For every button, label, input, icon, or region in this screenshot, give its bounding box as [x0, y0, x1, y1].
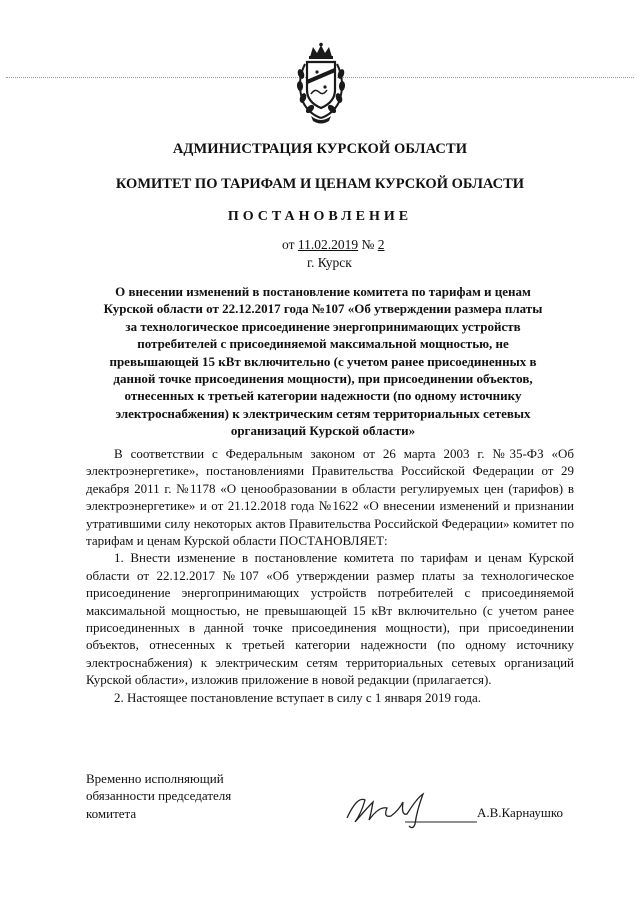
document-number: 2: [377, 237, 385, 252]
document-date: 11.02.2019: [297, 237, 359, 252]
subject-line: организаций Курской области»: [230, 423, 416, 439]
document-date-line: [282, 237, 385, 253]
handwritten-signature-icon: [343, 788, 483, 830]
signatory-title: [86, 770, 231, 822]
signatory-title-line: обязанности председателя: [86, 788, 232, 804]
coat-of-arms-icon: [293, 42, 349, 126]
body-paragraph: В соответствии с Федеральным законом от 26 марта 2003 г. №35-ФЗ «Об электроэнергетике», постановлениями Правительства Российской Федерации от 29 декабря 2011 г. №1178 «О ценообразовании в области регулируемых цен (тарифов) в электроэнергетике» и от 21.12.2018 года №1622 «О внесении изменений и признании утратившими силу некоторых актов Правительства Российской Федерации» комитет по тарифам и ценам Курской области ПОСТАНОВЛЯЕТ:: [86, 446, 574, 549]
subject-line: отнесенных к третьей категории надежности (по одному источнику: [124, 388, 522, 404]
organization-title: АДМИНИСТРАЦИЯ КУРСКОЙ ОБЛАСТИ: [172, 141, 468, 157]
subject-line: электроснабжения) к электрическим сетям территориальных сетевых: [115, 405, 531, 421]
document-type: ПОСТАНОВЛЕНИЕ: [227, 209, 413, 224]
body-paragraph: 2. Настоящее постановление вступает в силу с 1 января 2019 года.: [114, 689, 482, 705]
signatory-name: А.В.Карнаушко: [477, 805, 564, 820]
subject-line: превышающей 15 кВт включительно (с учетом ранее присоединенных в: [109, 353, 537, 369]
body-paragraph: 1. Внести изменение в постановление комитета по тарифам и ценам Курской области от 22.12.2017 №107 «Об утверждении размер платы за технологическое присоединение энергопринимающих устройств потребителей с присоединяемой максимальной мощностью, не превышающей 15 кВт включительно (с учетом ранее присоединенных в данной точке присоединения мощности), при присоединении объектов, отнесенных к третьей категории надежности (по одному источнику электроснабжения) к электрическим сетям территориальных сетевых организаций Курской области», изложив приложение в новой редакции (прилагается).: [86, 550, 574, 688]
number-prefix: №: [358, 237, 378, 252]
document-city: г. Курск: [307, 255, 352, 270]
subject-line: потребителей с присоединяемой максимальной мощностью, не: [137, 336, 509, 352]
committee-title: КОМИТЕТ ПО ТАРИФАМ И ЦЕНАМ КУРСКОЙ ОБЛАСТИ: [115, 176, 525, 192]
document-subject: [95, 283, 551, 440]
signatory-title-line: комитета: [86, 805, 137, 821]
date-prefix: от: [282, 237, 298, 252]
document-body: [86, 445, 574, 706]
signatory-title-line: Временно исполняющий: [86, 771, 224, 786]
subject-line: за технологическое присоединение энергопринимающих устройств: [125, 318, 521, 334]
subject-line: О внесении изменений в постановление комитета по тарифам и ценам: [115, 284, 531, 299]
subject-line: Курской области от 22.12.2017 года №107 «Об утверждении размера платы: [103, 301, 543, 317]
subject-line: данной точке присоединения мощности), при присоединении объектов,: [113, 371, 533, 387]
